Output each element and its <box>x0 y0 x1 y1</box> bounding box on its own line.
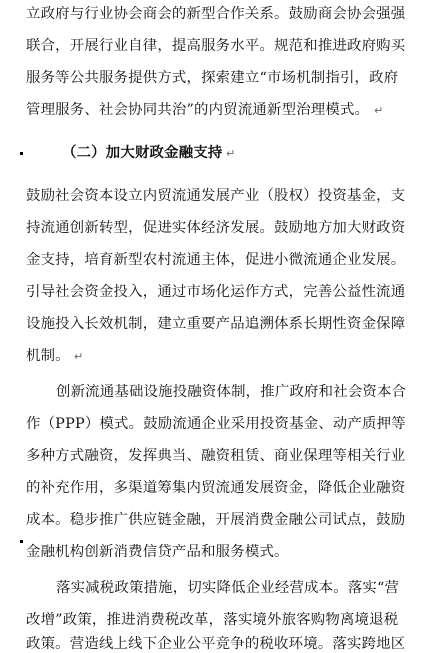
text-line: 管理服务、社会协同共治”的内贸流通新型治理模式。 <box>26 102 370 118</box>
bullet-icon <box>20 152 23 155</box>
text-line: 政策。营造线上线下企业公平竞争的税收环境。落实跨地区 <box>26 636 406 652</box>
text-line: 作（PPP）模式。鼓励流通企业采用投资基金、动产质押等 <box>26 416 406 432</box>
text-line: 改增”政策，推进消费税改革，落实境外旅客购物离境退税 <box>26 612 399 628</box>
text-line: 机制。 <box>26 348 70 364</box>
text-line: 金支持，培育新型农村流通主体，促进小微流通企业发展。 <box>26 252 406 268</box>
text-line: 立政府与行业协会商会的新型合作关系。鼓励商会协会强强 <box>26 6 406 22</box>
text-line: 多种方式融资，发挥典当、融资租赁、商业保理等相关行业 <box>26 448 406 464</box>
text-line: 创新流通基础设施投融资体制，推广政府和社会资本合 <box>56 384 407 400</box>
text-line: 联合，开展行业自律，提高服务水平。规范和推进政府购买 <box>26 38 406 54</box>
text-line: 的补充作用，多渠道筹集内贸流通发展资金，降低企业融资 <box>26 480 406 496</box>
text-line: 服务等公共服务提供方式，探索建立“市场机制指引，政府 <box>26 70 399 86</box>
text-line: 持流通创新转型，促进实体经济发展。鼓励地方加大财政资 <box>26 220 406 236</box>
text-line: 落实减税政策措施，切实降低企业经营成本。落实“营 <box>56 580 400 596</box>
text-line: 引导社会资金投入，通过市场化运作方式，完善公益性流通 <box>26 284 406 300</box>
text-line: 设施投入长效机制，建立重要产品追溯体系长期性资金保障 <box>26 316 406 332</box>
section-heading: （二）加大财政金融支持 <box>62 144 223 161</box>
text-line: 金融机构创新消费信贷产品和服务模式。 <box>26 544 289 560</box>
text-line: 鼓励社会资本设立内贸流通发展产业（股权）投资基金，支 <box>26 188 406 204</box>
paragraph-mark-icon: ↵ <box>74 350 84 363</box>
text-line: 成本。稳步推广供应链金融，开展消费金融公司试点，鼓励 <box>26 512 406 528</box>
bullet-icon <box>20 540 23 543</box>
paragraph-mark-icon: ↵ <box>226 147 236 160</box>
paragraph-mark-icon: ↵ <box>374 104 384 117</box>
